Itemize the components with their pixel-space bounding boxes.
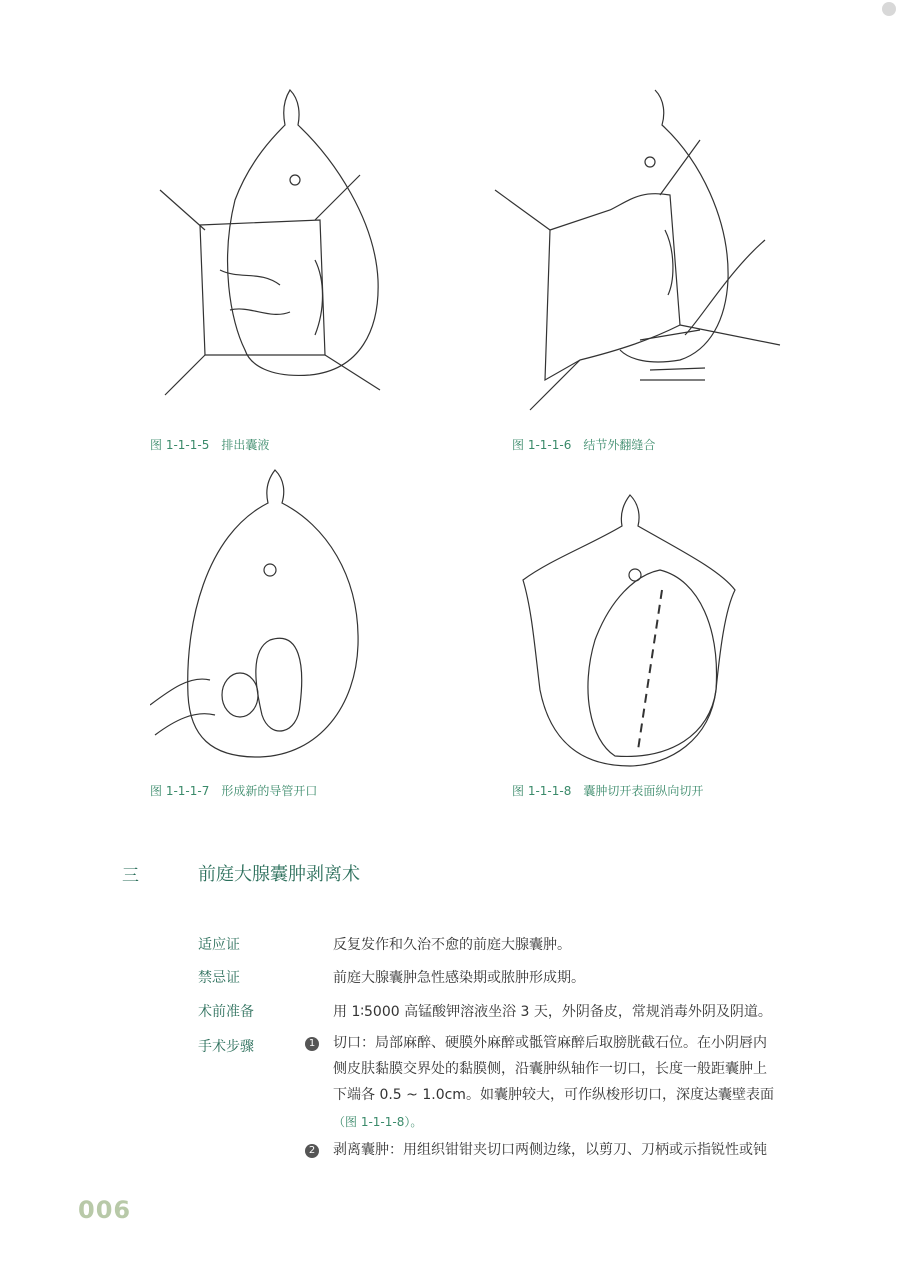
figure-caption: 图 1-1-1-7 形成新的导管开口 xyxy=(150,784,318,798)
figure-caption: 图 1-1-1-6 结节外翻缝合 xyxy=(512,438,656,452)
illustration-new-duct-opening xyxy=(150,465,370,765)
illustration-drain-cyst xyxy=(150,80,390,420)
text-indications: 反复发作和久治不愈的前庭大腺囊肿。 xyxy=(333,937,571,953)
figure-caption: 图 1-1-1-8 囊肿切开表面纵向切开 xyxy=(512,784,704,798)
step-1-figure-ref: （图 1-1-1-8）。 xyxy=(333,1115,423,1129)
illustration-cyst-incision xyxy=(520,490,750,770)
step-marker-1: 1 xyxy=(305,1037,319,1051)
step-2-line-1: 剥离囊肿：用组织钳钳夹切口两侧边缘，以剪刀、刀柄或示指锐性或钝 xyxy=(333,1142,767,1158)
text-preoperative-prep: 用 1∶5000 高锰酸钾溶液坐浴 3 天，外阴备皮，常规消毒外阴及阴道。 xyxy=(333,1004,772,1020)
label-preoperative-prep: 术前准备 xyxy=(198,1004,254,1020)
section-title: 前庭大腺囊肿剥离术 xyxy=(198,864,360,885)
text-contraindications: 前庭大腺囊肿急性感染期或脓肿形成期。 xyxy=(333,970,585,986)
illustration-suture-eversion xyxy=(490,80,790,420)
corner-dot xyxy=(882,2,896,16)
figure-1-1-1-5 xyxy=(150,80,390,420)
page-number: 006 xyxy=(78,1196,132,1224)
figure-caption: 图 1-1-1-5 排出囊液 xyxy=(150,438,270,452)
step-1-line-3: 下端各 0.5 ~ 1.0cm。如囊肿较大，可作纵梭形切口，深度达囊壁表面 xyxy=(333,1087,774,1103)
label-contraindications: 禁忌证 xyxy=(198,970,240,986)
figure-1-1-1-6 xyxy=(490,80,790,420)
step-1-line-1: 切口：局部麻醉、硬膜外麻醉或骶管麻醉后取膀胱截石位。在小阴唇内 xyxy=(333,1035,767,1051)
label-surgical-steps: 手术步骤 xyxy=(198,1039,254,1055)
step-1-line-2: 侧皮肤黏膜交界处的黏膜侧，沿囊肿纵轴作一切口，长度一般距囊肿上 xyxy=(333,1061,767,1077)
figure-1-1-1-7 xyxy=(150,465,370,765)
label-indications: 适应证 xyxy=(198,937,240,953)
section-number: 三 xyxy=(122,866,139,886)
step-marker-2: 2 xyxy=(305,1144,319,1158)
figure-1-1-1-8 xyxy=(520,490,750,770)
